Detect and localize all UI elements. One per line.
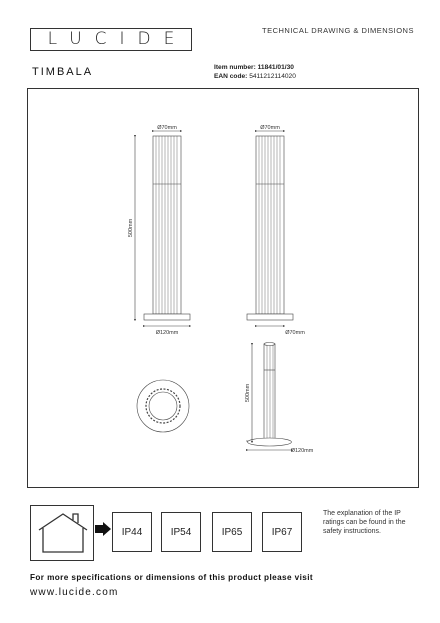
ip-rating-label: IP54	[170, 526, 192, 538]
ip-rating-badge	[161, 512, 201, 552]
website-link[interactable]: www.lucide.com	[30, 587, 119, 598]
ip-rating-label: IP67	[271, 526, 293, 538]
ean-code-label: EAN code:	[214, 73, 248, 80]
product-name: TIMBALA	[32, 66, 94, 78]
front-top-dimension: Ø70mm	[157, 125, 177, 131]
front-height-dimension: 500mm	[128, 218, 134, 238]
small-view	[247, 343, 292, 451]
arrow-right-icon	[95, 522, 111, 536]
side-base-dimension: Ø70mm	[285, 330, 305, 336]
brand-logo	[30, 28, 192, 51]
item-number-label: Item number:	[214, 64, 256, 71]
document-type-label: TECHNICAL DRAWING & DIMENSIONS	[262, 26, 414, 35]
ean-code-row	[214, 73, 296, 80]
front-view	[135, 131, 190, 326]
front-base-dimension: Ø120mm	[155, 330, 179, 336]
house-icon	[31, 506, 95, 562]
technical-drawing	[27, 88, 419, 488]
item-number-row	[214, 64, 294, 71]
top-view	[137, 380, 189, 432]
small-height-dimension: 500mm	[245, 383, 251, 403]
ip-rating-label: IP44	[121, 526, 143, 538]
item-number-value: 11841/01/30	[257, 64, 294, 71]
side-view	[247, 131, 293, 326]
ip-rating-note: The explanation of the IP ratings can be found in the safety instructions.	[323, 510, 406, 535]
footer-text: For more specifications or dimensions of this product please visit	[30, 573, 313, 582]
ip-rating-badge	[212, 512, 252, 552]
ip-rating-badge	[112, 512, 152, 552]
indoor-outdoor-box	[30, 505, 94, 561]
small-base-dimension: Ø120mm	[290, 448, 314, 454]
logo-text: LUCIDE	[47, 29, 188, 49]
ean-code-value: 5411212114020	[249, 73, 296, 80]
ip-rating-badge	[262, 512, 302, 552]
ip-rating-label: IP65	[221, 526, 243, 538]
side-top-dimension: Ø70mm	[260, 125, 280, 131]
